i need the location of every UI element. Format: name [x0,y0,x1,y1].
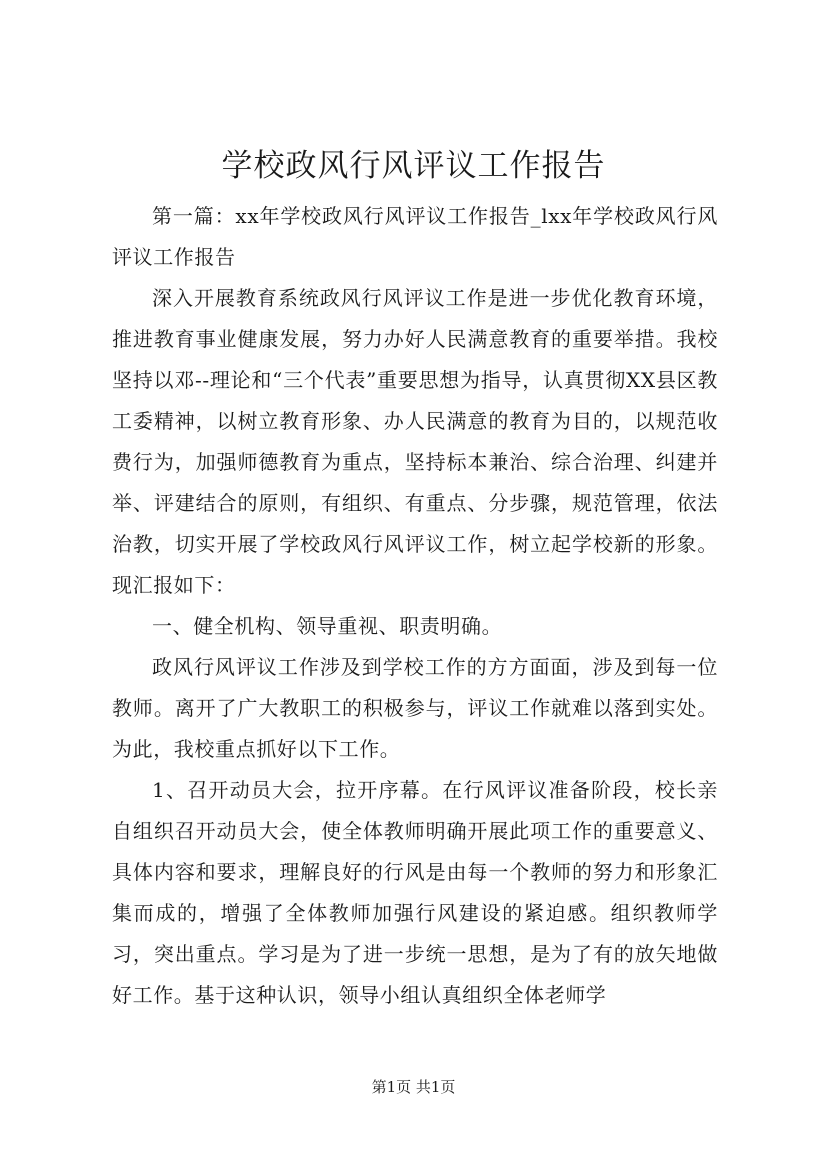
document-title: 学校政风行风评议工作报告 [221,148,606,184]
paragraph-section-one-heading: 一、健全机构、领导重视、职责明确。 [152,614,503,638]
paragraph-heading-first-article: 第一篇：xx年学校政风行风评议工作报告_lxx年学校政风行风评议工作报告 [112,204,718,269]
paragraph-item-one: 1、召开动员大会，拉开序幕。在行风评议准备阶段，校长亲自组织召开动员大会，使全体教师明确开展此项工作的重要意义、具体内容和要求，理解良好的行风是由每一个教师的努力和形象汇集而成的，增强了全体教师加强行风建设的紧迫感。组织教师学习，突出重点。学习是为了进一步统一思想，是为了有的放矢地做好工作。基于这种认识，领导小组认真组织全体老师学 [112,778,718,1007]
paragraph-section-one-body: 政风行风评议工作涉及到学校工作的方方面面，涉及到每一位教师。离开了广大教职工的积极参与，评议工作就难以落到实处。为此，我校重点抓好以下工作。 [112,655,718,761]
page-footer: 第1页 共1页 [371,1078,456,1096]
paragraph-introduction: 深入开展教育系统政风行风评议工作是进一步优化教育环境，推进教育事业健康发展，努力办好人民满意教育的重要举措。我校坚持以邓--理论和“三个代表”重要思想为指导，认真贯彻XX县区教工委精神，以树立教育形象、办人民满意的教育为目的，以规范收费行为，加强师德教育为重点，坚持标本兼治、综合治理、纠建并举、评建结合的原则，有组织、有重点、分步骤，规范管理，依法治教，切实开展了学校政风行风评议工作，树立起学校新的形象。现汇报如下： [112,286,718,597]
document-body [112,196,718,1016]
